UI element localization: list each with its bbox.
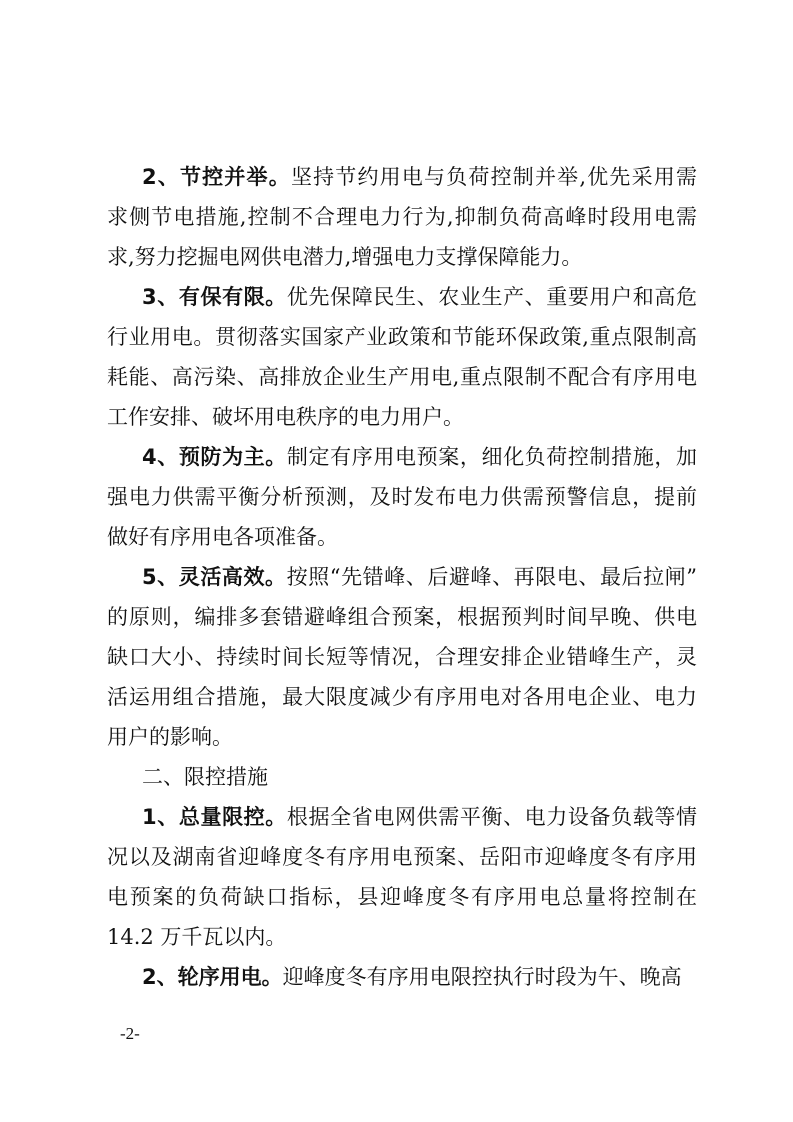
text-line [107,197,697,237]
text-line [107,357,697,397]
line-text: 做好有序用电各项准备。 [107,525,338,549]
text-line [107,677,697,717]
text-line [107,437,697,477]
text-line [107,397,697,437]
text-line [107,637,697,677]
line-text: 坚持节约用电与负荷控制并举,优先采用需 [290,165,697,189]
text-line [107,277,697,317]
line-text: 的原则，编排多套错避峰组合预案，根据预判时间早晚、供电 [107,605,697,629]
text-line [107,477,697,517]
line-text: 制定有序用电预案，细化负荷控制措施，加 [286,445,697,469]
text-line [107,157,697,197]
paragraph [107,557,697,757]
line-text: 根据全省电网供需平衡、电力设备负载等情 [286,805,697,829]
paragraph [107,437,697,557]
line-text: 优先保障民生、农业生产、重要用户和高危 [286,285,697,309]
line-text: 迎峰度冬有序用电限控执行时段为午、晚高 [282,965,682,989]
text-line [107,237,697,277]
text-line [107,717,697,757]
line-text: 况以及湖南省迎峰度冬有序用电预案、岳阳市迎峰度冬有序用 [107,845,697,869]
paragraph-lead: 5、灵活高效。 [142,565,287,589]
text-line [107,557,697,597]
section-heading [107,757,697,797]
line-text: 求,努力挖掘电网供电潜力,增强电力支撑保障能力。 [107,245,583,269]
text-line [107,877,697,917]
text-line [107,917,697,957]
page-number: -2- [120,1024,140,1043]
text-line [107,597,697,637]
paragraph [107,157,697,277]
line-text: 活运用组合措施，最大限度减少有序用电对各用电企业、电力 [107,685,697,709]
paragraph-lead: 2、节控并举。 [142,165,291,189]
text-line [107,517,697,557]
text-line [107,957,697,997]
paragraph-lead: 3、有保有限。 [142,285,287,309]
paragraph-lead: 4、预防为主。 [142,445,287,469]
line-text: 二、限控措施 [142,765,268,789]
line-text: 强电力供需平衡分析预测，及时发布电力供需预警信息，提前 [107,485,697,509]
line-text: 缺口大小、持续时间长短等情况，合理安排企业错峰生产，灵 [107,645,697,669]
paragraph [107,277,697,437]
line-text: 求侧节电措施,控制不合理电力行为,抑制负荷高峰时段用电需 [107,205,697,229]
text-line [107,837,697,877]
paragraph [107,957,697,997]
line-text: 用户的影响。 [107,725,233,749]
line-text: 14.2 万千瓦以内。 [107,925,287,949]
paragraph-lead: 2、轮序用电。 [142,965,283,989]
line-text: 耗能、高污染、高排放企业生产用电,重点限制不配合有序用电 [107,365,697,389]
line-text: 电预案的负荷缺口指标，县迎峰度冬有序用电总量将控制在 [107,885,697,909]
text-line [107,317,697,357]
line-text: 工作安排、破坏用电秩序的电力用户。 [107,405,464,429]
paragraph-lead: 1、总量限控。 [142,805,287,829]
text-line [107,757,697,797]
line-text: 行业用电。贯彻落实国家产业政策和节能环保政策,重点限制高 [107,325,697,349]
text-line [107,797,697,837]
paragraph [107,797,697,957]
line-text: 按照“先错峰、后避峰、再限电、最后拉闸” [286,565,697,589]
document-body [107,157,697,997]
